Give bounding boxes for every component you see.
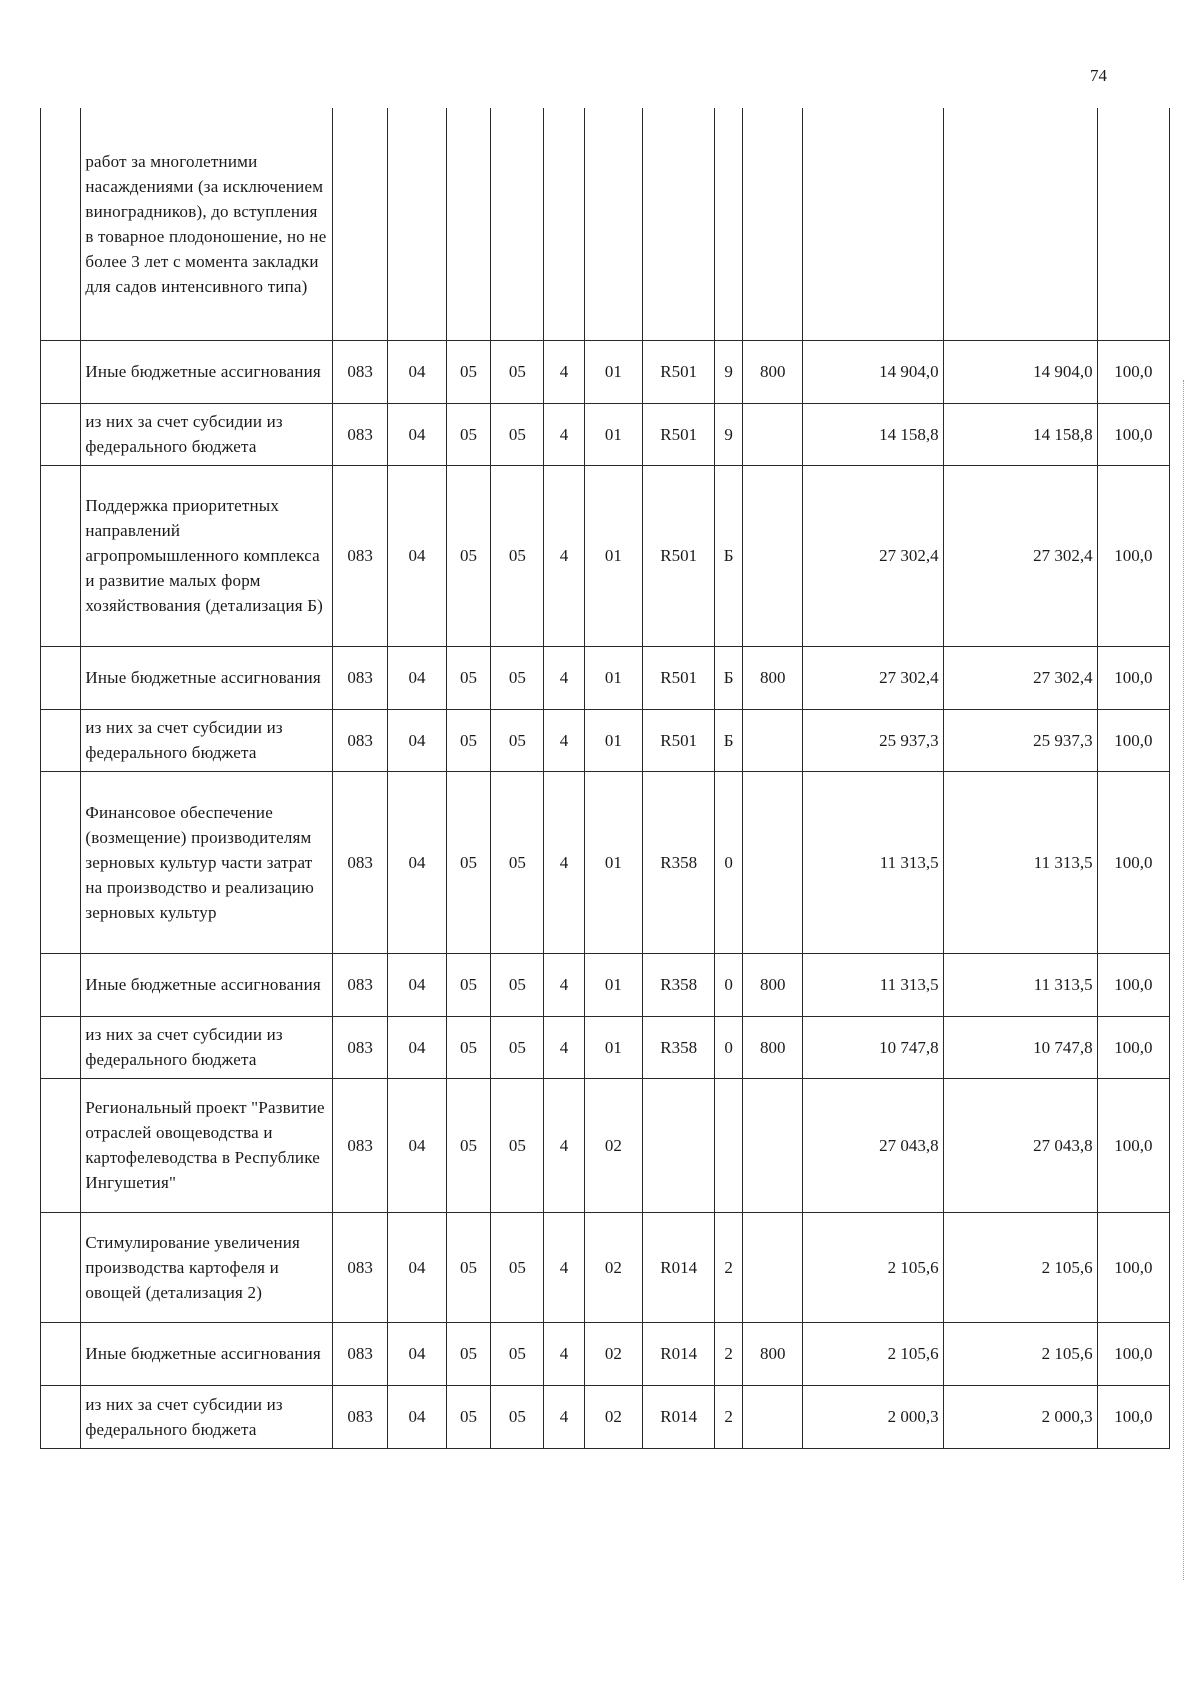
row-index-cell: [41, 771, 81, 953]
section-code: 04: [388, 465, 446, 646]
expense-type-code: [742, 1078, 803, 1212]
executed-amount: 10 747,8: [943, 1016, 1097, 1078]
execution-percent: 100,0: [1097, 1385, 1169, 1448]
table-row: [41, 646, 1170, 709]
expense-type-code: 800: [742, 340, 803, 403]
target-event-code: [584, 108, 642, 340]
target-program-code: 05: [491, 465, 544, 646]
table-row: [41, 1322, 1170, 1385]
row-index-cell: [41, 1322, 81, 1385]
planned-amount: [803, 108, 943, 340]
planned-amount: 10 747,8: [803, 1016, 943, 1078]
row-name: из них за счет субсидии из федерального бюджета: [81, 709, 333, 771]
target-event-code: 02: [584, 1212, 642, 1322]
subsection-code: 05: [446, 646, 491, 709]
execution-percent: 100,0: [1097, 771, 1169, 953]
row-index-cell: [41, 1385, 81, 1448]
planned-amount: 2 105,6: [803, 1322, 943, 1385]
target-subprogram-code: 4: [544, 1322, 584, 1385]
subsection-code: 05: [446, 340, 491, 403]
subsection-code: 05: [446, 1016, 491, 1078]
executed-amount: 2 105,6: [943, 1212, 1097, 1322]
target-program-code: 05: [491, 1322, 544, 1385]
planned-amount: 11 313,5: [803, 953, 943, 1016]
executed-amount: 25 937,3: [943, 709, 1097, 771]
planned-amount: 2 105,6: [803, 1212, 943, 1322]
target-detail-code: 2: [715, 1212, 743, 1322]
target-event-code: 01: [584, 771, 642, 953]
subsection-code: [446, 108, 491, 340]
section-code: 04: [388, 1016, 446, 1078]
admin-code: 083: [333, 771, 388, 953]
table-row: [41, 465, 1170, 646]
target-subprogram-code: [544, 108, 584, 340]
target-event-code: 01: [584, 1016, 642, 1078]
expense-type-code: [742, 709, 803, 771]
execution-percent: 100,0: [1097, 1078, 1169, 1212]
table-row: [41, 771, 1170, 953]
table-row: [41, 403, 1170, 465]
target-event-code: 02: [584, 1322, 642, 1385]
executed-amount: 14 904,0: [943, 340, 1097, 403]
planned-amount: 11 313,5: [803, 771, 943, 953]
subsection-code: 05: [446, 465, 491, 646]
execution-percent: 100,0: [1097, 1016, 1169, 1078]
executed-amount: 11 313,5: [943, 771, 1097, 953]
execution-percent: 100,0: [1097, 465, 1169, 646]
executed-amount: [943, 108, 1097, 340]
section-code: 04: [388, 403, 446, 465]
admin-code: 083: [333, 953, 388, 1016]
admin-code: 083: [333, 709, 388, 771]
table-row: [41, 1016, 1170, 1078]
subsection-code: 05: [446, 403, 491, 465]
row-index-cell: [41, 953, 81, 1016]
subsection-code: 05: [446, 709, 491, 771]
target-subprogram-code: 4: [544, 1016, 584, 1078]
execution-percent: [1097, 108, 1169, 340]
expense-type-code: 800: [742, 646, 803, 709]
row-index-cell: [41, 709, 81, 771]
target-event-code: 01: [584, 340, 642, 403]
target-event-code: 01: [584, 465, 642, 646]
subsection-code: 05: [446, 1078, 491, 1212]
target-detail-code: 2: [715, 1322, 743, 1385]
target-program-code: 05: [491, 1212, 544, 1322]
table-row: [41, 1212, 1170, 1322]
section-code: 04: [388, 1212, 446, 1322]
target-detail-code: 0: [715, 1016, 743, 1078]
target-direction-code: R358: [643, 953, 715, 1016]
row-index-cell: [41, 1078, 81, 1212]
execution-percent: 100,0: [1097, 1322, 1169, 1385]
row-name: Иные бюджетные ассигнования: [81, 646, 333, 709]
row-index-cell: [41, 1212, 81, 1322]
row-index-cell: [41, 403, 81, 465]
target-program-code: 05: [491, 340, 544, 403]
target-subprogram-code: 4: [544, 465, 584, 646]
admin-code: 083: [333, 1212, 388, 1322]
target-detail-code: [715, 1078, 743, 1212]
execution-percent: 100,0: [1097, 953, 1169, 1016]
target-detail-code: 2: [715, 1385, 743, 1448]
table-row: [41, 108, 1170, 340]
admin-code: 083: [333, 403, 388, 465]
row-name: Региональный проект "Развитие отраслей овощеводства и картофелеводства в Республике Ингушетия": [81, 1078, 333, 1212]
row-name: работ за многолетними насаждениями (за исключением виноградников), до вступления в товарное плодоношение, но не более 3 лет с момента закладки для садов интенсивного типа): [81, 108, 333, 340]
executed-amount: 27 302,4: [943, 646, 1097, 709]
target-event-code: 02: [584, 1385, 642, 1448]
target-direction-code: R501: [643, 465, 715, 646]
expense-type-code: [742, 771, 803, 953]
target-event-code: 02: [584, 1078, 642, 1212]
scan-edge-line: [1183, 380, 1184, 1580]
target-program-code: 05: [491, 1078, 544, 1212]
target-direction-code: R501: [643, 403, 715, 465]
target-direction-code: R501: [643, 646, 715, 709]
table-row: [41, 340, 1170, 403]
executed-amount: 27 302,4: [943, 465, 1097, 646]
section-code: 04: [388, 646, 446, 709]
expense-type-code: [742, 1212, 803, 1322]
target-program-code: 05: [491, 709, 544, 771]
target-program-code: 05: [491, 646, 544, 709]
target-detail-code: 0: [715, 771, 743, 953]
target-direction-code: [643, 1078, 715, 1212]
execution-percent: 100,0: [1097, 709, 1169, 771]
target-program-code: 05: [491, 403, 544, 465]
section-code: [388, 108, 446, 340]
target-subprogram-code: 4: [544, 771, 584, 953]
subsection-code: 05: [446, 953, 491, 1016]
expense-type-code: [742, 403, 803, 465]
execution-percent: 100,0: [1097, 1212, 1169, 1322]
target-direction-code: R358: [643, 771, 715, 953]
executed-amount: 2 000,3: [943, 1385, 1097, 1448]
section-code: 04: [388, 771, 446, 953]
section-code: 04: [388, 709, 446, 771]
execution-percent: 100,0: [1097, 340, 1169, 403]
target-event-code: 01: [584, 646, 642, 709]
admin-code: 083: [333, 646, 388, 709]
planned-amount: 2 000,3: [803, 1385, 943, 1448]
row-name: из них за счет субсидии из федерального бюджета: [81, 403, 333, 465]
row-name: из них за счет субсидии из федерального бюджета: [81, 1385, 333, 1448]
target-program-code: 05: [491, 1016, 544, 1078]
admin-code: 083: [333, 465, 388, 646]
table-row: [41, 1078, 1170, 1212]
section-code: 04: [388, 1078, 446, 1212]
target-detail-code: 9: [715, 403, 743, 465]
subsection-code: 05: [446, 1322, 491, 1385]
row-name: Иные бюджетные ассигнования: [81, 340, 333, 403]
executed-amount: 14 158,8: [943, 403, 1097, 465]
expense-type-code: 800: [742, 1016, 803, 1078]
target-detail-code: Б: [715, 709, 743, 771]
target-subprogram-code: 4: [544, 340, 584, 403]
subsection-code: 05: [446, 1212, 491, 1322]
subsection-code: 05: [446, 771, 491, 953]
admin-code: 083: [333, 340, 388, 403]
budget-table: [40, 108, 1170, 1449]
target-event-code: 01: [584, 709, 642, 771]
execution-percent: 100,0: [1097, 403, 1169, 465]
target-subprogram-code: 4: [544, 1385, 584, 1448]
section-code: 04: [388, 953, 446, 1016]
target-subprogram-code: 4: [544, 1078, 584, 1212]
execution-percent: 100,0: [1097, 646, 1169, 709]
target-detail-code: 9: [715, 340, 743, 403]
executed-amount: 2 105,6: [943, 1322, 1097, 1385]
planned-amount: 27 302,4: [803, 465, 943, 646]
target-detail-code: Б: [715, 646, 743, 709]
expense-type-code: 800: [742, 953, 803, 1016]
admin-code: 083: [333, 1016, 388, 1078]
target-detail-code: [715, 108, 743, 340]
row-index-cell: [41, 340, 81, 403]
target-program-code: 05: [491, 771, 544, 953]
planned-amount: 25 937,3: [803, 709, 943, 771]
table-row: [41, 953, 1170, 1016]
target-subprogram-code: 4: [544, 709, 584, 771]
target-subprogram-code: 4: [544, 1212, 584, 1322]
target-event-code: 01: [584, 403, 642, 465]
row-name: Иные бюджетные ассигнования: [81, 1322, 333, 1385]
row-name: из них за счет субсидии из федерального бюджета: [81, 1016, 333, 1078]
row-name: Финансовое обеспечение (возмещение) производителям зерновых культур части затрат на производство и реализацию зерновых культур: [81, 771, 333, 953]
expense-type-code: 800: [742, 1322, 803, 1385]
section-code: 04: [388, 1322, 446, 1385]
row-index-cell: [41, 646, 81, 709]
target-direction-code: R014: [643, 1385, 715, 1448]
row-index-cell: [41, 108, 81, 340]
target-program-code: [491, 108, 544, 340]
target-direction-code: R501: [643, 709, 715, 771]
executed-amount: 11 313,5: [943, 953, 1097, 1016]
subsection-code: 05: [446, 1385, 491, 1448]
target-detail-code: 0: [715, 953, 743, 1016]
page-number: 74: [1090, 66, 1107, 85]
target-program-code: 05: [491, 953, 544, 1016]
row-index-cell: [41, 1016, 81, 1078]
row-name: Иные бюджетные ассигнования: [81, 953, 333, 1016]
target-direction-code: [643, 108, 715, 340]
row-name: Поддержка приоритетных направлений агропромышленного комплекса и развитие малых форм хозяйствования (детализация Б): [81, 465, 333, 646]
expense-type-code: [742, 108, 803, 340]
target-event-code: 01: [584, 953, 642, 1016]
section-code: 04: [388, 1385, 446, 1448]
section-code: 04: [388, 340, 446, 403]
expense-type-code: [742, 1385, 803, 1448]
target-direction-code: R501: [643, 340, 715, 403]
row-name: Стимулирование увеличения производства картофеля и овощей (детализация 2): [81, 1212, 333, 1322]
target-direction-code: R014: [643, 1322, 715, 1385]
target-direction-code: R014: [643, 1212, 715, 1322]
planned-amount: 14 158,8: [803, 403, 943, 465]
target-subprogram-code: 4: [544, 403, 584, 465]
planned-amount: 14 904,0: [803, 340, 943, 403]
planned-amount: 27 043,8: [803, 1078, 943, 1212]
target-subprogram-code: 4: [544, 646, 584, 709]
table-body: [41, 108, 1170, 1448]
planned-amount: 27 302,4: [803, 646, 943, 709]
admin-code: 083: [333, 1322, 388, 1385]
row-index-cell: [41, 465, 81, 646]
target-direction-code: R358: [643, 1016, 715, 1078]
target-program-code: 05: [491, 1385, 544, 1448]
expense-type-code: [742, 465, 803, 646]
admin-code: 083: [333, 1078, 388, 1212]
table-row: [41, 1385, 1170, 1448]
admin-code: [333, 108, 388, 340]
admin-code: 083: [333, 1385, 388, 1448]
target-subprogram-code: 4: [544, 953, 584, 1016]
executed-amount: 27 043,8: [943, 1078, 1097, 1212]
table-row: [41, 709, 1170, 771]
target-detail-code: Б: [715, 465, 743, 646]
